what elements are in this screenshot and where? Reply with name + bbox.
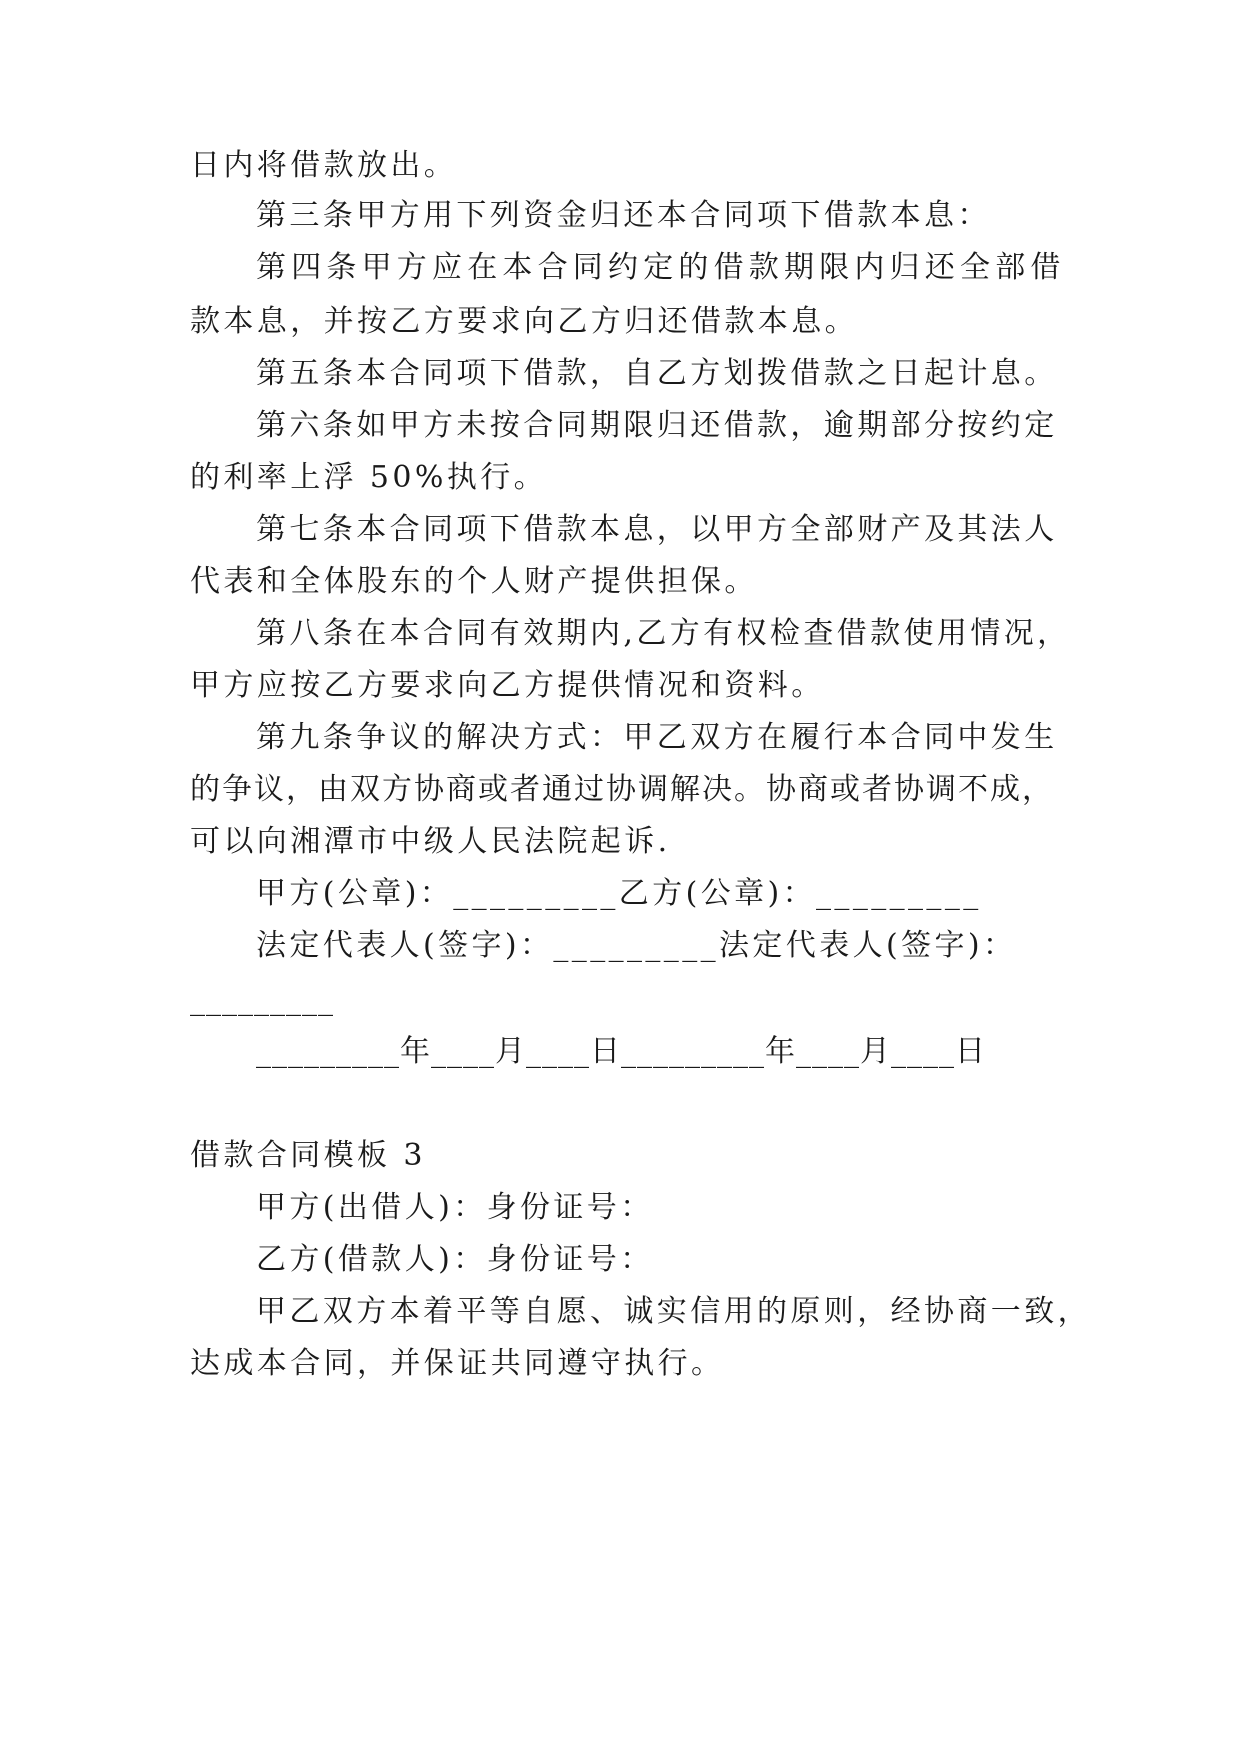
signature-line-party-seals: 甲方(公章)：_________乙方(公章)：_________: [256, 876, 982, 911]
text-line-3: 第四条甲方应在本合同约定的借款期限内归还全部借: [256, 250, 1066, 285]
text-line-10: 第八条在本合同有效期内,乙方有权检查借款使用情况，: [256, 616, 1071, 651]
text-line-8: 第七条本合同项下借款本息，以甲方全部财产及其法人: [256, 512, 1058, 547]
text-line-7: 的利率上浮 50%执行。: [190, 460, 548, 495]
text-line-lender: 甲方(出借人)：身份证号：: [256, 1190, 654, 1225]
text-line-agreement: 达成本合同，并保证共同遵守执行。: [190, 1346, 725, 1381]
text-line-9: 代表和全体股东的个人财产提供担保。: [190, 564, 758, 599]
text-line-2: 第三条甲方用下列资金归还本合同项下借款本息：: [256, 198, 991, 233]
text-line-14: 可以向湘潭市中级人民法院起诉.: [190, 824, 671, 859]
signature-blank: _________: [190, 982, 334, 1017]
text-line-6: 第六条如甲方未按合同期限归还借款，逾期部分按约定: [256, 408, 1058, 443]
text-line-principles: 甲乙双方本着平等自愿、诚实信用的原则，经协商一致，: [256, 1294, 1091, 1329]
signature-line-legal-reps: 法定代表人(签字)：_________法定代表人(签字)：: [256, 928, 1017, 963]
text-line-5: 第五条本合同项下借款，自乙方划拨借款之日起计息。: [256, 356, 1058, 391]
text-line-13: 的争议，由双方协商或者通过协调解决。协商或者协调不成，: [190, 772, 1054, 807]
text-line-12: 第九条争议的解决方式：甲乙双方在履行本合同中发生: [256, 720, 1058, 755]
text-line-11: 甲方应按乙方要求向乙方提供情况和资料。: [190, 668, 825, 703]
date-line: _________年____月____日_________年____月____日: [256, 1034, 986, 1069]
section-title: 借款合同模板 3: [190, 1138, 426, 1173]
text-line-1: 日内将借款放出。: [190, 148, 458, 183]
text-line-borrower: 乙方(借款人)：身份证号：: [256, 1242, 654, 1277]
text-line-4: 款本息，并按乙方要求向乙方归还借款本息。: [190, 304, 858, 339]
